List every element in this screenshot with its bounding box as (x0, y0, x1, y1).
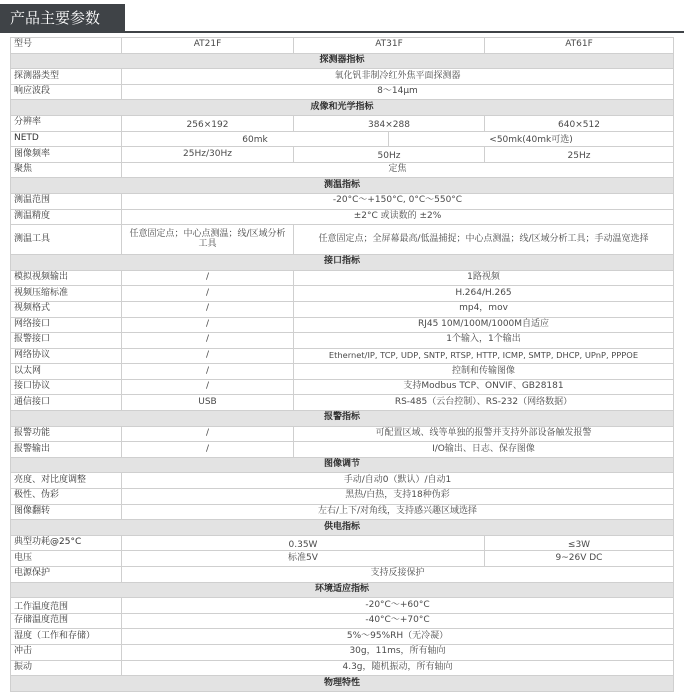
row-value: ≤3W (485, 535, 674, 551)
row-label: 报警输出 (11, 442, 122, 458)
section-imaging: 成像和光学指标 (11, 100, 674, 116)
row-label: 报警功能 (11, 426, 122, 442)
row-value: 384×288 (294, 115, 485, 131)
row-label: 典型功耗@25°C (11, 535, 122, 551)
table-row (11, 115, 674, 131)
row-label: 响应波段 (11, 84, 122, 100)
row-value: 氧化钒非制冷红外焦平面探测器 (122, 69, 674, 85)
row-value: 任意固定点；中心点测温；线/区域分析工具 (122, 225, 294, 255)
row-label: 亮度、对比度调整 (11, 473, 122, 489)
row-label: 测温范围 (11, 193, 122, 209)
row-label: 网络协议 (11, 348, 122, 364)
section-environment: 环境适应指标 (11, 582, 674, 598)
row-value: 60mk (122, 131, 389, 147)
table-row (11, 567, 674, 583)
table-row (11, 270, 674, 286)
row-label: 网络接口 (11, 317, 122, 333)
table-row (11, 629, 674, 645)
row-value: 30g，11ms，所有轴向 (122, 644, 674, 660)
table-row (11, 598, 674, 614)
spec-table (10, 37, 674, 692)
row-value: I/O输出、日志、保存图像 (294, 442, 674, 458)
section-power: 供电指标 (11, 520, 674, 536)
section-image: 图像调节 (11, 457, 674, 473)
row-label: 聚焦 (11, 162, 122, 178)
row-label: 存储温度范围 (11, 613, 122, 629)
title-divider (0, 31, 684, 33)
row-label: 通信接口 (11, 395, 122, 411)
table-row (11, 364, 674, 380)
row-value: 640×512 (485, 115, 674, 131)
row-label: 测温精度 (11, 209, 122, 225)
row-value: 5%～95%RH（无冷凝） (122, 629, 674, 645)
table-row (11, 209, 674, 225)
row-label: 电源保护 (11, 567, 122, 583)
model-at21f: AT21F (122, 38, 294, 54)
table-row (11, 131, 674, 147)
model-at61f: AT61F (485, 38, 674, 54)
row-value: 标准5V (122, 551, 485, 567)
table-row (11, 69, 674, 85)
row-value: 可配置区域、线等单独的报警并支持外部设备触发报警 (294, 426, 674, 442)
row-value: 25Hz (485, 147, 674, 163)
row-value: 手动/自动0（默认）/自动1 (122, 473, 674, 489)
table-row (11, 660, 674, 676)
row-label: 接口协议 (11, 379, 122, 395)
row-value: 支持反接保护 (122, 567, 674, 583)
row-value: / (122, 317, 294, 333)
row-value: 50Hz (294, 147, 485, 163)
table-row (11, 644, 674, 660)
section-measure: 测温指标 (11, 178, 674, 194)
table-row (11, 504, 674, 520)
row-value: -20°C～+60°C (122, 598, 674, 614)
table-row (11, 286, 674, 302)
row-value: / (122, 426, 294, 442)
row-label: NETD (11, 131, 122, 147)
row-value: 25Hz/30Hz (122, 147, 294, 163)
row-label: 视频压缩标准 (11, 286, 122, 302)
section-detector: 探测器指标 (11, 53, 674, 69)
row-value: 8～14μm (122, 84, 674, 100)
row-value: <50mk(40mk可选) (389, 131, 674, 147)
table-row (11, 193, 674, 209)
table-row (11, 426, 674, 442)
row-label: 图像频率 (11, 147, 122, 163)
model-at31f: AT31F (294, 38, 485, 54)
row-value: / (122, 286, 294, 302)
table-row (11, 535, 674, 551)
section-physical: 物理特性 (11, 676, 674, 692)
row-label: 极性、伪彩 (11, 489, 122, 505)
row-value: 定焦 (122, 162, 674, 178)
row-value: / (122, 379, 294, 395)
page-title: 产品主要参数 (0, 4, 125, 32)
row-value: 黑热/白热，支持18种伪彩 (122, 489, 674, 505)
table-row (11, 613, 674, 629)
row-label: 视频格式 (11, 301, 122, 317)
table-row (11, 379, 674, 395)
row-value: ±2°C 或读数的 ±2% (122, 209, 674, 225)
row-value: Ethernet/IP, TCP, UDP, SNTP, RTSP, HTTP, ICMP, SMTP, DHCP, UPnP, PPPOE (294, 348, 674, 364)
row-value: / (122, 348, 294, 364)
row-label: 测温工具 (11, 225, 122, 255)
table-row (11, 147, 674, 163)
table-row (11, 333, 674, 349)
section-alarm: 报警指标 (11, 411, 674, 427)
table-row (11, 551, 674, 567)
section-interface: 接口指标 (11, 255, 674, 271)
row-value: RJ45 10M/100M/1000M自适应 (294, 317, 674, 333)
row-label: 湿度（工作和存储） (11, 629, 122, 645)
row-value: -40°C～+70°C (122, 613, 674, 629)
row-label: 工作温度范围 (11, 598, 122, 614)
row-label: 振动 (11, 660, 122, 676)
row-value: mp4，mov (294, 301, 674, 317)
row-value: / (122, 364, 294, 380)
table-row (11, 317, 674, 333)
row-value: 4.3g，随机振动，所有轴向 (122, 660, 674, 676)
table-row (11, 395, 674, 411)
row-value: 任意固定点；全屏幕最高/低温捕捉；中心点测温；线/区域分析工具；手动温宽选择 (294, 225, 674, 255)
row-value: / (122, 442, 294, 458)
row-label: 冲击 (11, 644, 122, 660)
table-row (11, 489, 674, 505)
row-value: USB (122, 395, 294, 411)
row-label: 分辨率 (11, 115, 122, 131)
row-label: 报警接口 (11, 333, 122, 349)
row-value: 控制和传输图像 (294, 364, 674, 380)
row-value: 1路视频 (294, 270, 674, 286)
row-value: 支持Modbus TCP、ONVIF、GB28181 (294, 379, 674, 395)
row-label: 图像翻转 (11, 504, 122, 520)
row-label: 以太网 (11, 364, 122, 380)
table-row (11, 473, 674, 489)
row-value: 0.35W (122, 535, 485, 551)
model-label: 型号 (11, 38, 122, 54)
table-row (11, 225, 674, 255)
row-value: / (122, 301, 294, 317)
row-value: / (122, 333, 294, 349)
row-value: 左右/上下/对角线，支持感兴趣区域选择 (122, 504, 674, 520)
row-value: 1个输入，1个输出 (294, 333, 674, 349)
row-value: / (122, 270, 294, 286)
row-value: H.264/H.265 (294, 286, 674, 302)
row-label: 探测器类型 (11, 69, 122, 85)
row-value: RS-485（云台控制）、RS-232（网络数据） (294, 395, 674, 411)
table-row (11, 301, 674, 317)
table-row (11, 442, 674, 458)
table-row (11, 348, 674, 364)
row-label: 电压 (11, 551, 122, 567)
row-label: 模拟视频输出 (11, 270, 122, 286)
table-header-row (11, 38, 674, 54)
table-row (11, 162, 674, 178)
row-value: 256×192 (122, 115, 294, 131)
table-row (11, 84, 674, 100)
row-value: -20°C～+150°C, 0°C～550°C (122, 193, 674, 209)
row-value: 9~26V DC (485, 551, 674, 567)
